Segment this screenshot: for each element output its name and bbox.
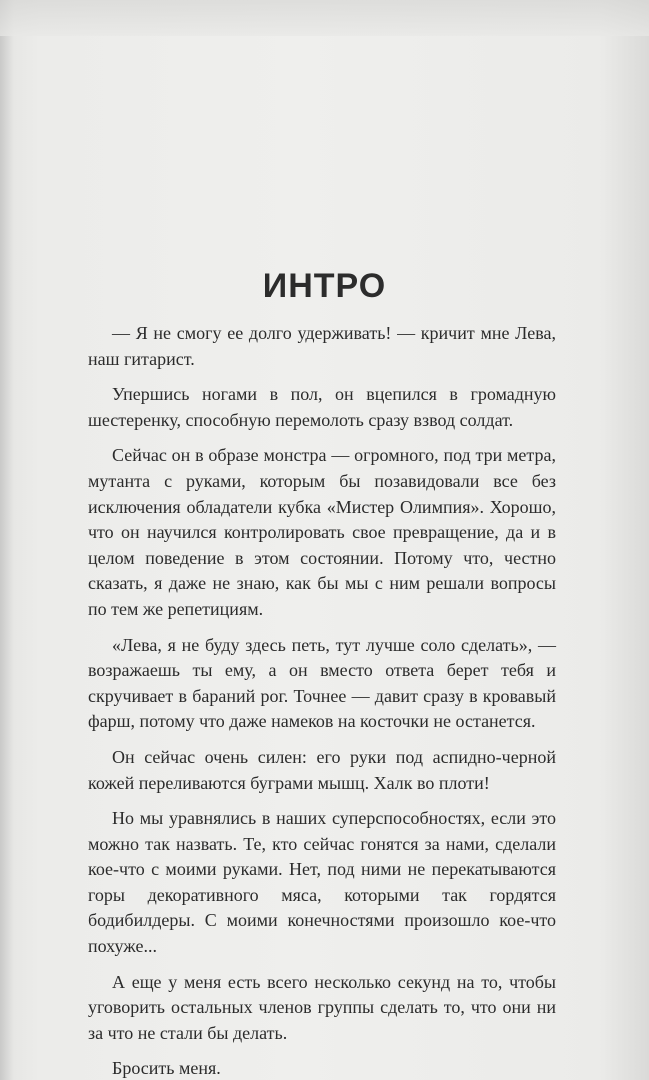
chapter-title: ИНТРО: [262, 266, 387, 305]
paragraph: — Я не смогу ее долго удерживать! — кричит мне Лева, наш гитарист.: [88, 323, 556, 369]
paragraph: А еще у меня есть всего несколько секунд на то, чтобы уговорить остальных членов группы сделать то, что они ни за что не стали бы делать.: [88, 971, 556, 1043]
paragraph: Он сейчас очень силен: его руки под аспидно-черной кожей переливаются буграми мышц. Халк во плоти!: [88, 746, 556, 793]
chapter-text: [88, 321, 556, 1080]
paragraph: Сейчас он в образе монстра — огромного, под три метра, мутанта с руками, которым бы позавидовали все без исключения обладатели кубка «Мистер Олимпия». Хорошо, что он научился контролировать свое превращение, да и в целом поведение в этом состоянии. Потому что, честно сказать, я даже не знаю, как бы мы с ним решали вопросы по тем же репетициям.: [88, 445, 556, 619]
paragraph: Упершись ногами в пол, он вцепился в громадную шестеренку, способную перемолоть сразу взвод солдат.: [88, 384, 556, 430]
paragraph: Но мы уравнялись в наших суперспособностях, если это можно так назвать. Те, кто сейчас гонятся за нами, сделали кое-что с моими руками. Нет, под ними не перекатываются горы декоративного мяса, которыми так гордятся бодибилдеры. С моими конечностями произошло кое-что похуже...: [88, 808, 556, 957]
paragraph: «Лева, я не буду здесь петь, тут лучше соло сделать», — возражаешь ты ему, а он вместо ответа берет тебя и скручивает в бараний рог. Точнее — давит сразу в кровавый фарш, потому что даже намеков на косточки не останется.: [88, 634, 556, 732]
paragraph: Бросить меня.: [112, 1058, 221, 1079]
